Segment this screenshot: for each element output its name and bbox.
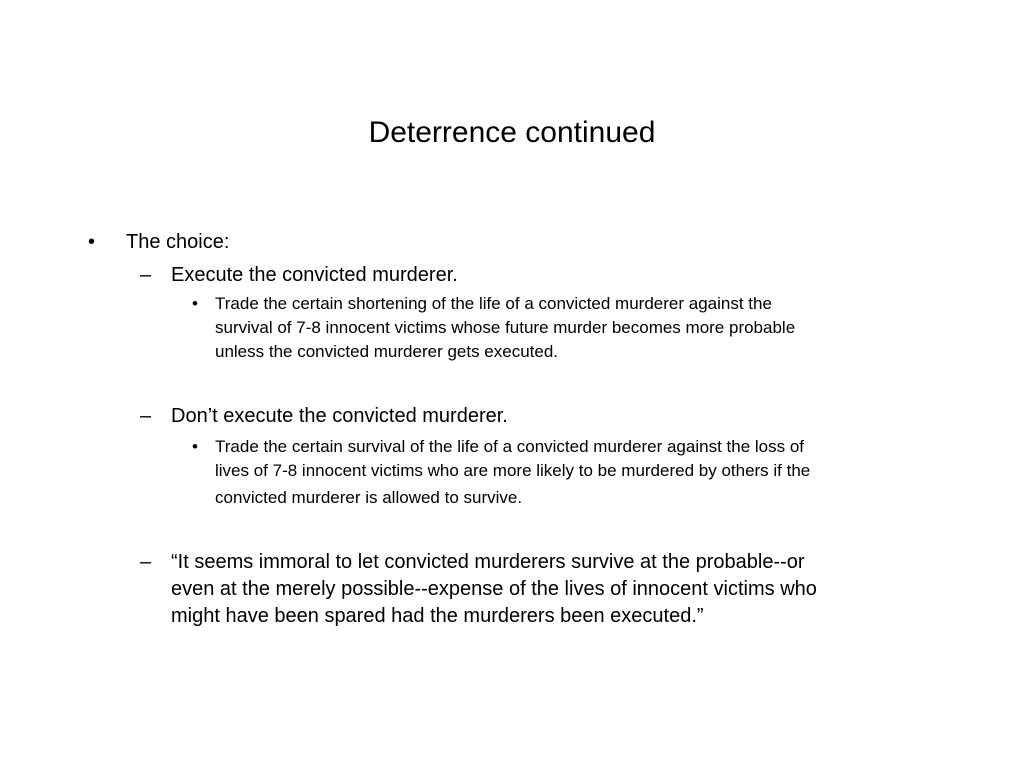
bullet-marker: • xyxy=(88,231,96,253)
quote-line-2: even at the merely possible--expense of the lives of innocent victims who xyxy=(171,578,817,600)
slide-title: Deterrence continued xyxy=(368,116,656,149)
execute-detail-line-2: survival of 7-8 innocent victims whose future murder becomes more probable xyxy=(215,318,796,337)
bullet-the-choice: The choice: xyxy=(126,231,230,253)
quote-line-3: might have been spared had the murderers been executed.” xyxy=(171,605,704,627)
dash-marker: – xyxy=(140,551,152,573)
option-dont-execute: Don’t execute the convicted murderer. xyxy=(171,405,508,427)
option-execute: Execute the convicted murderer. xyxy=(171,264,458,286)
dash-marker: – xyxy=(140,264,152,286)
execute-detail-line-1: Trade the certain shortening of the life of a convicted murderer against the xyxy=(215,294,772,313)
dont-execute-detail-line-1: Trade the certain survival of the life of a convicted murderer against the loss of xyxy=(215,437,804,456)
dont-execute-detail-line-2: lives of 7-8 innocent victims who are more likely to be murdered by others if the xyxy=(215,461,811,480)
sub-bullet-marker: • xyxy=(192,294,198,313)
dash-marker: – xyxy=(140,405,152,427)
sub-bullet-marker: • xyxy=(192,437,198,456)
quote-line-1: “It seems immoral to let convicted murderers survive at the probable--or xyxy=(171,551,805,573)
execute-detail-line-3: unless the convicted murderer gets executed. xyxy=(215,342,559,361)
dont-execute-detail-line-3: convicted murderer is allowed to survive. xyxy=(215,488,523,507)
